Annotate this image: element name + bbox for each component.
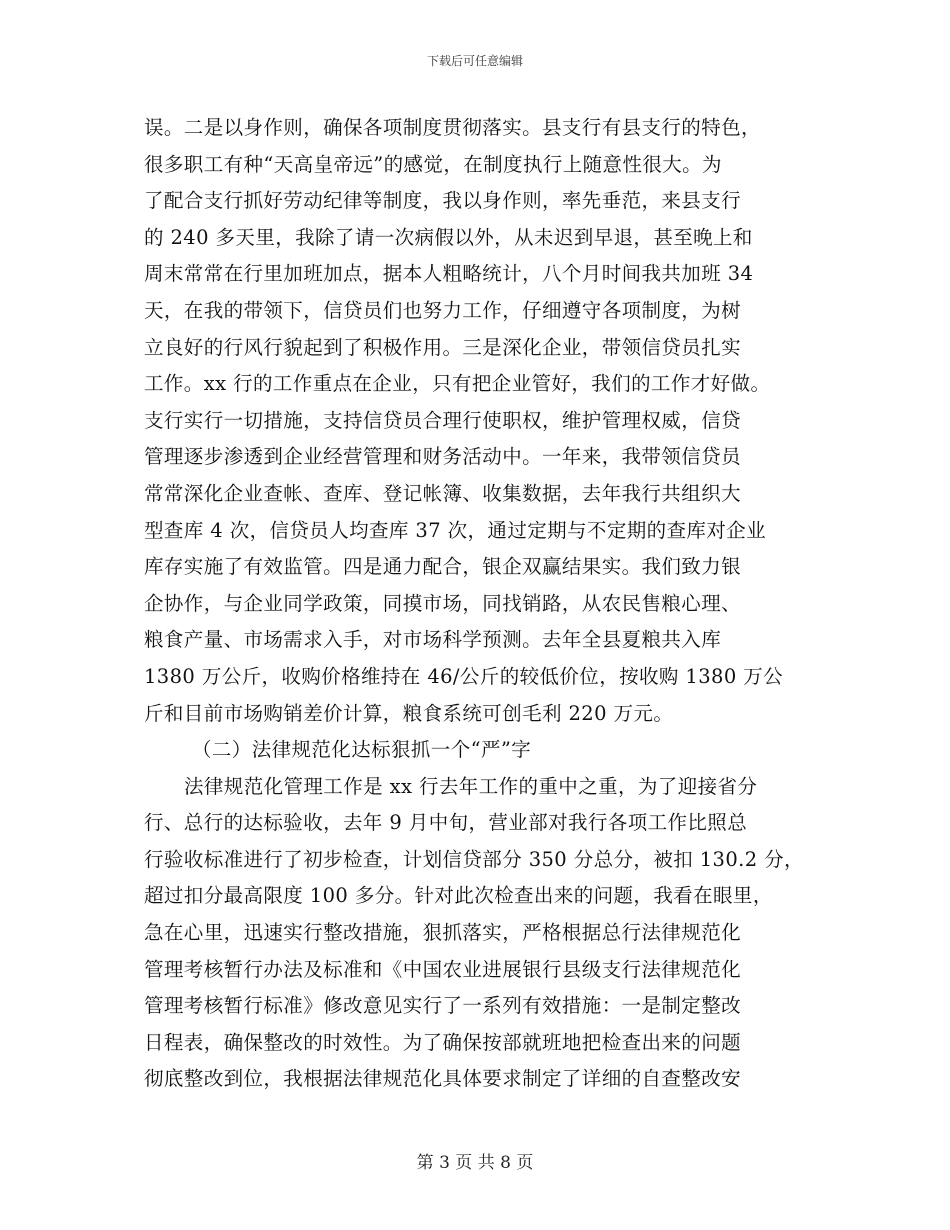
page-number: 第 3 页 共 8 页 [416, 1153, 534, 1173]
paragraph-line: 法律规范化管理工作是 xx 行去年工作的重中之重，为了迎接省分 [184, 774, 758, 798]
body-line: 粮食产量、市场需求入手，对市场科学预测。去年全县夏粮共入库 [144, 628, 722, 652]
paragraph-line: 管理考核暂行标准》修改意见实行了一系列有效措施：一是制定整改 [144, 994, 742, 1018]
body-line: 斤和目前市场购销差价计算，粮食系统可创毛利 220 万元。 [144, 701, 674, 725]
body-line: 管理逐步渗透到企业经营管理和财务活动中。一年来，我带领信贷员 [144, 445, 742, 469]
document-body [144, 110, 834, 1098]
body-line: 周末常常在行里加班加点，据本人粗略统计，八个月时间我共加班 34 [144, 262, 754, 286]
paragraph-line: 彻底整改到位，我根据法律规范化具体要求制定了详细的自查整改安 [144, 1067, 742, 1091]
body-line: 型查库 4 次，信贷员人均查库 37 次，通过定期与不定期的查库对企业 [144, 518, 767, 542]
paragraph-line: 急在心里，迅速实行整改措施，狠抓落实，严格根据总行法律规范化 [144, 921, 742, 945]
body-line: 常常深化企业查帐、查库、登记帐簿、收集数据，去年我行共组织大 [144, 481, 742, 505]
body-line: 了配合支行抓好劳动纪律等制度，我以身作则，率先垂范，来县支行 [144, 189, 742, 213]
body-line: 支行实行一切措施，支持信贷员合理行使职权，维护管理权威，信贷 [144, 408, 742, 432]
paragraph-line: 行、总行的达标验收，去年 9 月中旬，营业部对我行各项工作比照总 [144, 811, 748, 835]
body-line: 的 240 多天里，我除了请一次病假以外，从未迟到早退，甚至晚上和 [144, 225, 753, 249]
section-subheading: （二）法律规范化达标狠抓一个“严”字 [192, 738, 532, 762]
paragraph-line: 超过扣分最高限度 100 多分。针对此次检查出来的问题，我看在眼里， [144, 884, 773, 908]
body-line: 1380 万公斤，收购价格维持在 46/公斤的较低价位，按收购 1380 万公 [144, 664, 784, 688]
body-line: 很多职工有种“天高皇帝远”的感觉，在制度执行上随意性很大。为 [144, 152, 722, 176]
body-line: 天，在我的带领下，信贷员们也努力工作，仔细遵守各项制度，为树 [144, 298, 742, 322]
body-line: 立良好的行风行貌起到了积极作用。三是深化企业，带领信贷员扎实 [144, 335, 742, 359]
page-header: 下载后可任意编辑 [426, 54, 523, 68]
paragraph-line: 行验收标准进行了初步检查，计划信贷部分 350 分总分，被扣 130.2 分， [144, 847, 804, 871]
body-line: 工作。xx 行的工作重点在企业，只有把企业管好，我们的工作才好做。 [144, 372, 771, 396]
paragraph-line: 管理考核暂行办法及标准和《中国农业进展银行县级支行法律规范化 [144, 957, 742, 981]
paragraph-line: 日程表，确保整改的时效性。为了确保按部就班地把检查出来的问题 [144, 1030, 742, 1054]
body-line: 企协作，与企业同学政策，同摸市场，同找销路，从农民售粮心理、 [144, 591, 742, 615]
body-line: 库存实施了有效监管。四是通力配合，银企双赢结果实。我们致力银 [144, 555, 742, 579]
body-line: 误。二是以身作则，确保各项制度贯彻落实。县支行有县支行的特色， [144, 116, 761, 139]
